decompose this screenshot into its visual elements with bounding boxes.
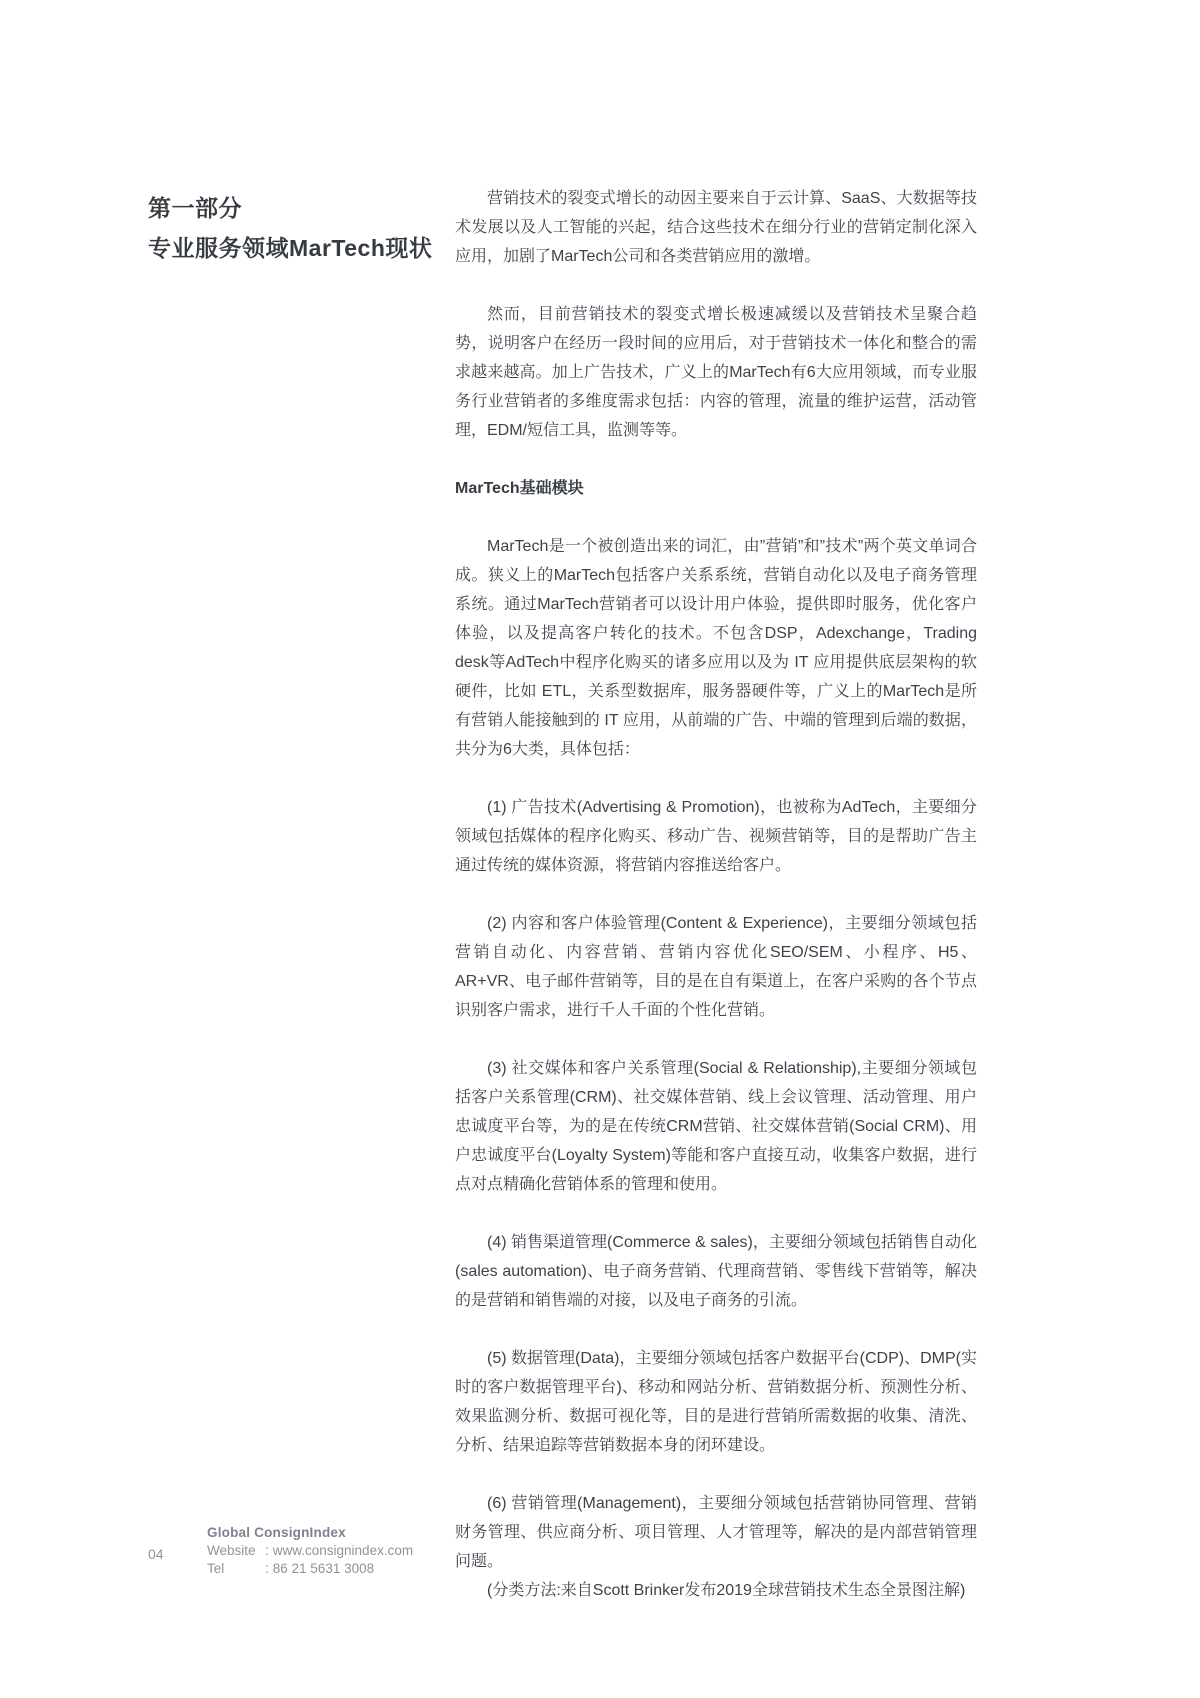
separator: : (265, 1543, 269, 1558)
body-paragraph: (4) 销售渠道管理(Commerce & sales)，主要细分领域包括销售自动化(sales automation)、电子商务营销、代理商营销、零售线下营销等，解决的是营销和销售端的对接，以及电子商务的引流。 (455, 1234, 977, 1309)
page-number: 04 (148, 1546, 164, 1562)
note-paragraph: (分类方法:来自Scott Brinker发布2019全球营销技术生态全景图注解) (487, 1582, 966, 1599)
body-paragraph: 营销技术的裂变式增长的动因主要来自于云计算、SaaS、大数据等技术发展以及人工智能的兴起，结合这些技术在细分行业的营销定制化深入应用，加剧了MarTech公司和各类营销应用的激增。 (455, 190, 977, 265)
tel-label: Tel (207, 1561, 225, 1576)
body-column (455, 184, 977, 1634)
body-paragraph: (2) 内容和客户体验管理(Content & Experience)，主要细分领域包括营销自动化、内容营销、营销内容优化SEO/SEM、小程序、H5、AR+VR、电子邮件营销等，目的是在自有渠道上，在客户采购的各个节点识别客户需求，进行千人千面的个性化营销。 (455, 915, 977, 1019)
body-paragraph: (3) 社交媒体和客户关系管理(Social & Relationship),主要细分领域包括客户关系管理(CRM)、社交媒体营销、线上会议管理、活动管理、用户忠诚度平台等，为的是在传统CRM营销、社交媒体营销(Social CRM)、用户忠诚度平台(Loyalty System)等能和客户直接互动，收集客户数据，进行点对点精确化营销体系的管理和使用。 (455, 1060, 977, 1193)
website-label: Website (207, 1543, 256, 1558)
page-footer (0, 1524, 1200, 1584)
part-label: 第一部分 (148, 195, 242, 221)
part-title: 专业服务领域MarTech现状 (148, 235, 433, 261)
footer-contact-block (207, 1524, 413, 1578)
body-paragraph: MarTech是一个被创造出来的词汇，由”营销”和”技术”两个英文单词合成。狭义上的MarTech包括客户关系系统，营销自动化以及电子商务管理系统。通过MarTech营销者可以设计用户体验，提供即时服务，优化客户体验，以及提高客户转化的技术。不包含DSP，Adexchange，Trading desk等AdTech中程序化购买的诸多应用以及为 IT 应用提供底层架构的软硬件，比如 ETL，关系型数据库，服务器硬件等，广义上的MarTech是所有营销人能接触到的 IT 应用，从前端的广告、中端的管理到后端的数据，共分为6大类，具体包括： (455, 538, 977, 758)
website-row (207, 1542, 413, 1560)
website-value: www.consignindex.com (272, 1543, 414, 1558)
tel-value: 86 21 5631 3008 (272, 1561, 375, 1576)
section-heading: MarTech基础模块 (455, 480, 584, 497)
body-paragraph: 然而，目前营销技术的裂变式增长极速减缓以及营销技术呈聚合趋势，说明客户在经历一段时间的应用后，对于营销技术一体化和整合的需求越来越高。加上广告技术，广义上的MarTech有6大应用领域，而专业服务行业营销者的多维度需求包括：内容的管理，流量的维护运营，活动管理，EDM/短信工具，监测等等。 (455, 306, 977, 439)
body-paragraph: (5) 数据管理(Data)，主要细分领域包括客户数据平台(CDP)、DMP(实时的客户数据管理平台)、移动和网站分析、营销数据分析、预测性分析、效果监测分析、数据可视化等，目的是进行营销所需数据的收集、清洗、分析、结果追踪等营销数据本身的闭环建设。 (455, 1350, 977, 1454)
body-paragraph: (6) 营销管理(Management)，主要细分领域包括营销协同管理、营销财务管理、供应商分析、项目管理、人才管理等，解决的是内部营销管理问题。 (455, 1495, 977, 1570)
brand-name: Global ConsignIndex (207, 1525, 346, 1540)
section-header (148, 188, 448, 268)
tel-row (207, 1560, 413, 1578)
body-paragraph: (1) 广告技术(Advertising & Promotion)，也被称为AdTech，主要细分领域包括媒体的程序化购买、移动广告、视频营销等，目的是帮助广告主通过传统的媒体资源，将营销内容推送给客户。 (455, 799, 977, 874)
separator: : (265, 1561, 269, 1576)
